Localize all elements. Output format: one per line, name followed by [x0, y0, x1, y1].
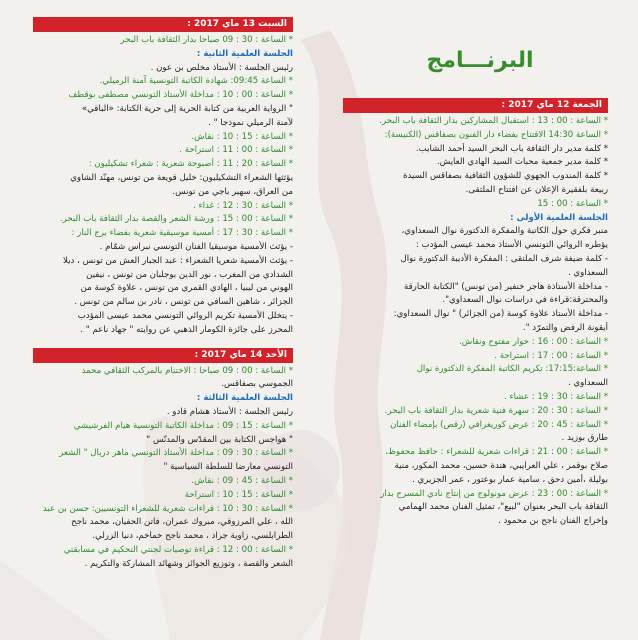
sat-line-17: - يؤثث الأمسية شعريا الشعراء : عبد الجبار العش من تونس ، ديلا — [63, 255, 293, 266]
fri-line-22: * الساعة : 30 : 20 : سهرة فنية شعرية بدار الثقافة باب البحر. — [384, 405, 608, 416]
fri-line-9: منبر فكري حول الكاتبة والمفكرة الدكتورة نوال السعداوي، — [401, 226, 608, 237]
sat-line-13: * الساعة : 30 : 12 : غداء . — [193, 200, 293, 211]
fri-line-16: أيقونة الرفض والتمرّد ". — [522, 322, 608, 333]
fri-line-23: * الساعة : 45 : 20 : عرض كوريغرافي (رقص) بإمضاء الفنان — [390, 419, 608, 430]
sat-line-18: الشدادي من المغرب ، نور الدين بوجلبان من تونس ، نيفين — [86, 269, 293, 280]
left-column — [33, 17, 293, 571]
fri-line-13: - مداخلة الأستاذة هاجر خنفير (من تونس) "الكتابة الحارقة — [403, 281, 608, 292]
sat-line-9: * الساعة : 00 : 11 : استراحة . — [179, 145, 293, 156]
sunday-header: الأحد 14 ماي 2017 : — [33, 348, 293, 363]
fri-line-20: السعداوي . — [567, 378, 608, 389]
sun-line-9: * الساعة : 45 : 09 : نقاش. — [191, 475, 293, 486]
sun-line-4: رئيس الجلسة : الأستاذ هشام قادو . — [166, 406, 293, 417]
fri-line-1: * الساعة : 00 : 13 : استقبال المشاركين بدار الثقافة باب البحر. — [379, 116, 608, 126]
fri-line-12: السعداوي . — [567, 267, 608, 278]
sat-line-16: - يؤثث الأمسية موسيقيا الفنان التونسي نبراس شمّام . — [99, 241, 293, 252]
sun-line-14: * الساعة : 00 : 12 : قراءة توصيات لجنتي التحكيم في مسابقتي — [63, 544, 293, 555]
fri-line-10: يؤطره الروائي التونسي الأستاذ محمد عيسى المؤدب : — [415, 240, 608, 251]
sat-line-5: * الساعة : 00 : 10 : مداخلة الأستاذ التونسي مصطفى بوقطف — [68, 90, 293, 101]
sat-line-7: لآمنة الرميلي نموذجا " . — [208, 117, 293, 128]
sunday-lines — [33, 365, 293, 572]
saturday-lines — [33, 34, 293, 338]
sun-line-6: " هواجس الكتابة بين المقدّس والمدنّس " — [146, 434, 293, 445]
sun-line-11: * الساعة : 30 : 10 : قراءات شعرية للشعراء التونسيين: حسن بن عبد — [42, 503, 293, 514]
sun-line-1: * الساعة : 00 : 09 صباحا : الاختتام بالمركب الثقافي محمد — [81, 365, 293, 376]
sat-line-21: - يتخلل الأمسية تكريم الروائي التونسي محمد عيسى المؤدب — [77, 310, 293, 321]
program-title: البرنـــامج — [426, 48, 534, 73]
fri-line-26: صلاح بوقمر ، علي العرايبي، هندة حسين، محمد المكور، منية — [394, 460, 608, 471]
fri-line-4: * كلمة مدير جمعية محبات السيد الهادي العايش. — [436, 157, 608, 168]
sat-line-2: الجلسة العلمية الثانية : — [196, 48, 293, 59]
sun-line-8: التونسي معارضا للسلطة السياسية " — [163, 462, 293, 473]
fri-line-19: * الساعة:17:15: تكريم الكاتبة المفكرة الدكتورة نوال — [416, 364, 608, 375]
sat-line-10: * الساعة : 20 : 11 : أصبوحة شعرية : شعراء تشكيليون : — [88, 159, 293, 170]
fri-line-21: * الساعة : 30 : 19 : عشاء . — [504, 391, 608, 402]
sat-line-3: رئيس الجلسة : الأستاذ مخلص بن عون . — [150, 62, 293, 73]
fri-line-5: * كلمة المندوب الجهوي للشؤون الثقافية بصفاقس السيدة — [403, 171, 608, 182]
friday-lines — [343, 115, 608, 529]
fri-line-28: * الساعة : 00 : 23 : عرض مونولوج من إنتاج نادي المسرح بدار — [380, 488, 608, 499]
sat-line-19: الهوني من ليبيا ، الهادي القمري من تونس ، علاوة كوسة من — [80, 283, 293, 294]
fri-line-7: * الساعة : 00 : 15 — [537, 198, 608, 209]
sat-line-22: المحرز على جائزة الكومار الذهبي عن روايته " جهاد ناعم " . — [80, 324, 293, 335]
fri-line-6: ربيعة بلفقيرة الإعلان عن افتتاح الملتقى. — [465, 184, 608, 195]
fri-line-14: والمحترقة:قراءة في دراسات نوال السعداوي". — [442, 295, 608, 306]
right-column — [343, 98, 608, 529]
fri-line-24: طارق بوزيد . — [561, 433, 608, 444]
sat-line-6: " الرواية العربية من كتابة الحرية إلى حرية الكتابة: «الباقي» — [81, 103, 293, 114]
sun-line-5: * الساعة : 15 : 09 : مداخلة الكاتبة التونسية هيام الفرشيشي — [73, 420, 293, 431]
sat-line-15: * الساعة : 30 : 17 : أمسية موسيقية شعرية بفضاء برج النار : — [71, 228, 293, 239]
fri-line-11: - كلمة ضيفة شرف الملتقى : المفكرة الأديبة الدكتورة نوال — [400, 253, 608, 264]
sun-line-3: الجلسة العلمية الثالثة : — [196, 393, 293, 404]
fri-line-29: الثقافة باب البحر بعنوان "لبيع"، تمثيل الفنان محمد الهمامي — [398, 502, 608, 513]
sat-line-12: من العراق، سهير باجي من تونس. — [172, 186, 293, 197]
sun-line-10: * الساعة : 15 : 10 : استراحة — [184, 489, 293, 500]
sun-line-12: الله ، علي المرزوقي، مبروك عمران، فاتن الحفيان، محمد ناجح — [71, 517, 293, 528]
fri-line-17: * الساعة : 00 : 16 : حوار مفتوح ونقاش. — [458, 336, 608, 347]
fri-line-15: - مداخلة الأستاذ علاوة كوسة (من الجزائر) " نوال السعداوي: — [393, 309, 608, 320]
sat-line-14: * الساعة : 00 : 15 : ورشة الشعر والقصة بدار الثقافة باب البحر. — [59, 214, 293, 225]
fri-line-25: * الساعة : 00 : 21 : قراءات شعرية للشعراء : حافظ محفوظ، — [385, 447, 608, 458]
sat-line-4: * الساعة 09:45: شهادة الكاتبة التونسية آمنة الرميلي. — [99, 76, 293, 87]
fri-line-18: * الساعة : 00 : 17 : استراحة . — [494, 350, 608, 361]
sat-line-20: الجزائر ، شاهين السافي من تونس ، نادر بن سالم من تونس . — [74, 297, 293, 308]
sun-line-15: الشعر والقصة ، وتوزيع الجوائز وشهائد المشاركة والتكريم . — [84, 558, 293, 569]
fri-line-27: بوليلة ،أمين دحق ، سامية عمار بوعتور ، عمر الجزيري . — [412, 474, 608, 485]
saturday-header: السبت 13 ماي 2017 : — [33, 17, 293, 32]
fri-line-8: الجلسة العلمية الأولى : — [510, 212, 608, 223]
sun-line-2: الجموسي بصفاقس. — [221, 379, 293, 390]
sat-line-8: * الساعة : 15 : 10 : نقاش. — [191, 131, 293, 142]
fri-line-30: وإخراج الفنان ناجح بن محمود . — [498, 516, 608, 527]
friday-header: الجمعة 12 ماي 2017 : — [343, 98, 608, 113]
sat-line-11: يؤثثها الشعراء التشكيليون: خليل قويعة من تونس، مهنّد الشاوي — [70, 172, 293, 183]
sun-line-13: الطرابلسي، زاوية جراد ، محمد ناجح خماخم، دنيا الزرلي. — [92, 531, 293, 542]
fri-line-3: * كلمة مدير دار الثقافة باب البحر السيد أحمد الشايب. — [415, 143, 608, 154]
fri-line-2: * الساعة 14:30 الافتتاح بفضاء دار الفنون بصفاقس (الكنيسة): — [384, 129, 608, 140]
sun-line-7: * الساعة : 30 : 09 : مداخلة الأستاذ التونسي ماهر دربال " الشعر — [59, 448, 293, 459]
sat-line-1: * الساعة : 30 : 09 صباحا بدار الثقافة باب البحر — [120, 35, 293, 45]
